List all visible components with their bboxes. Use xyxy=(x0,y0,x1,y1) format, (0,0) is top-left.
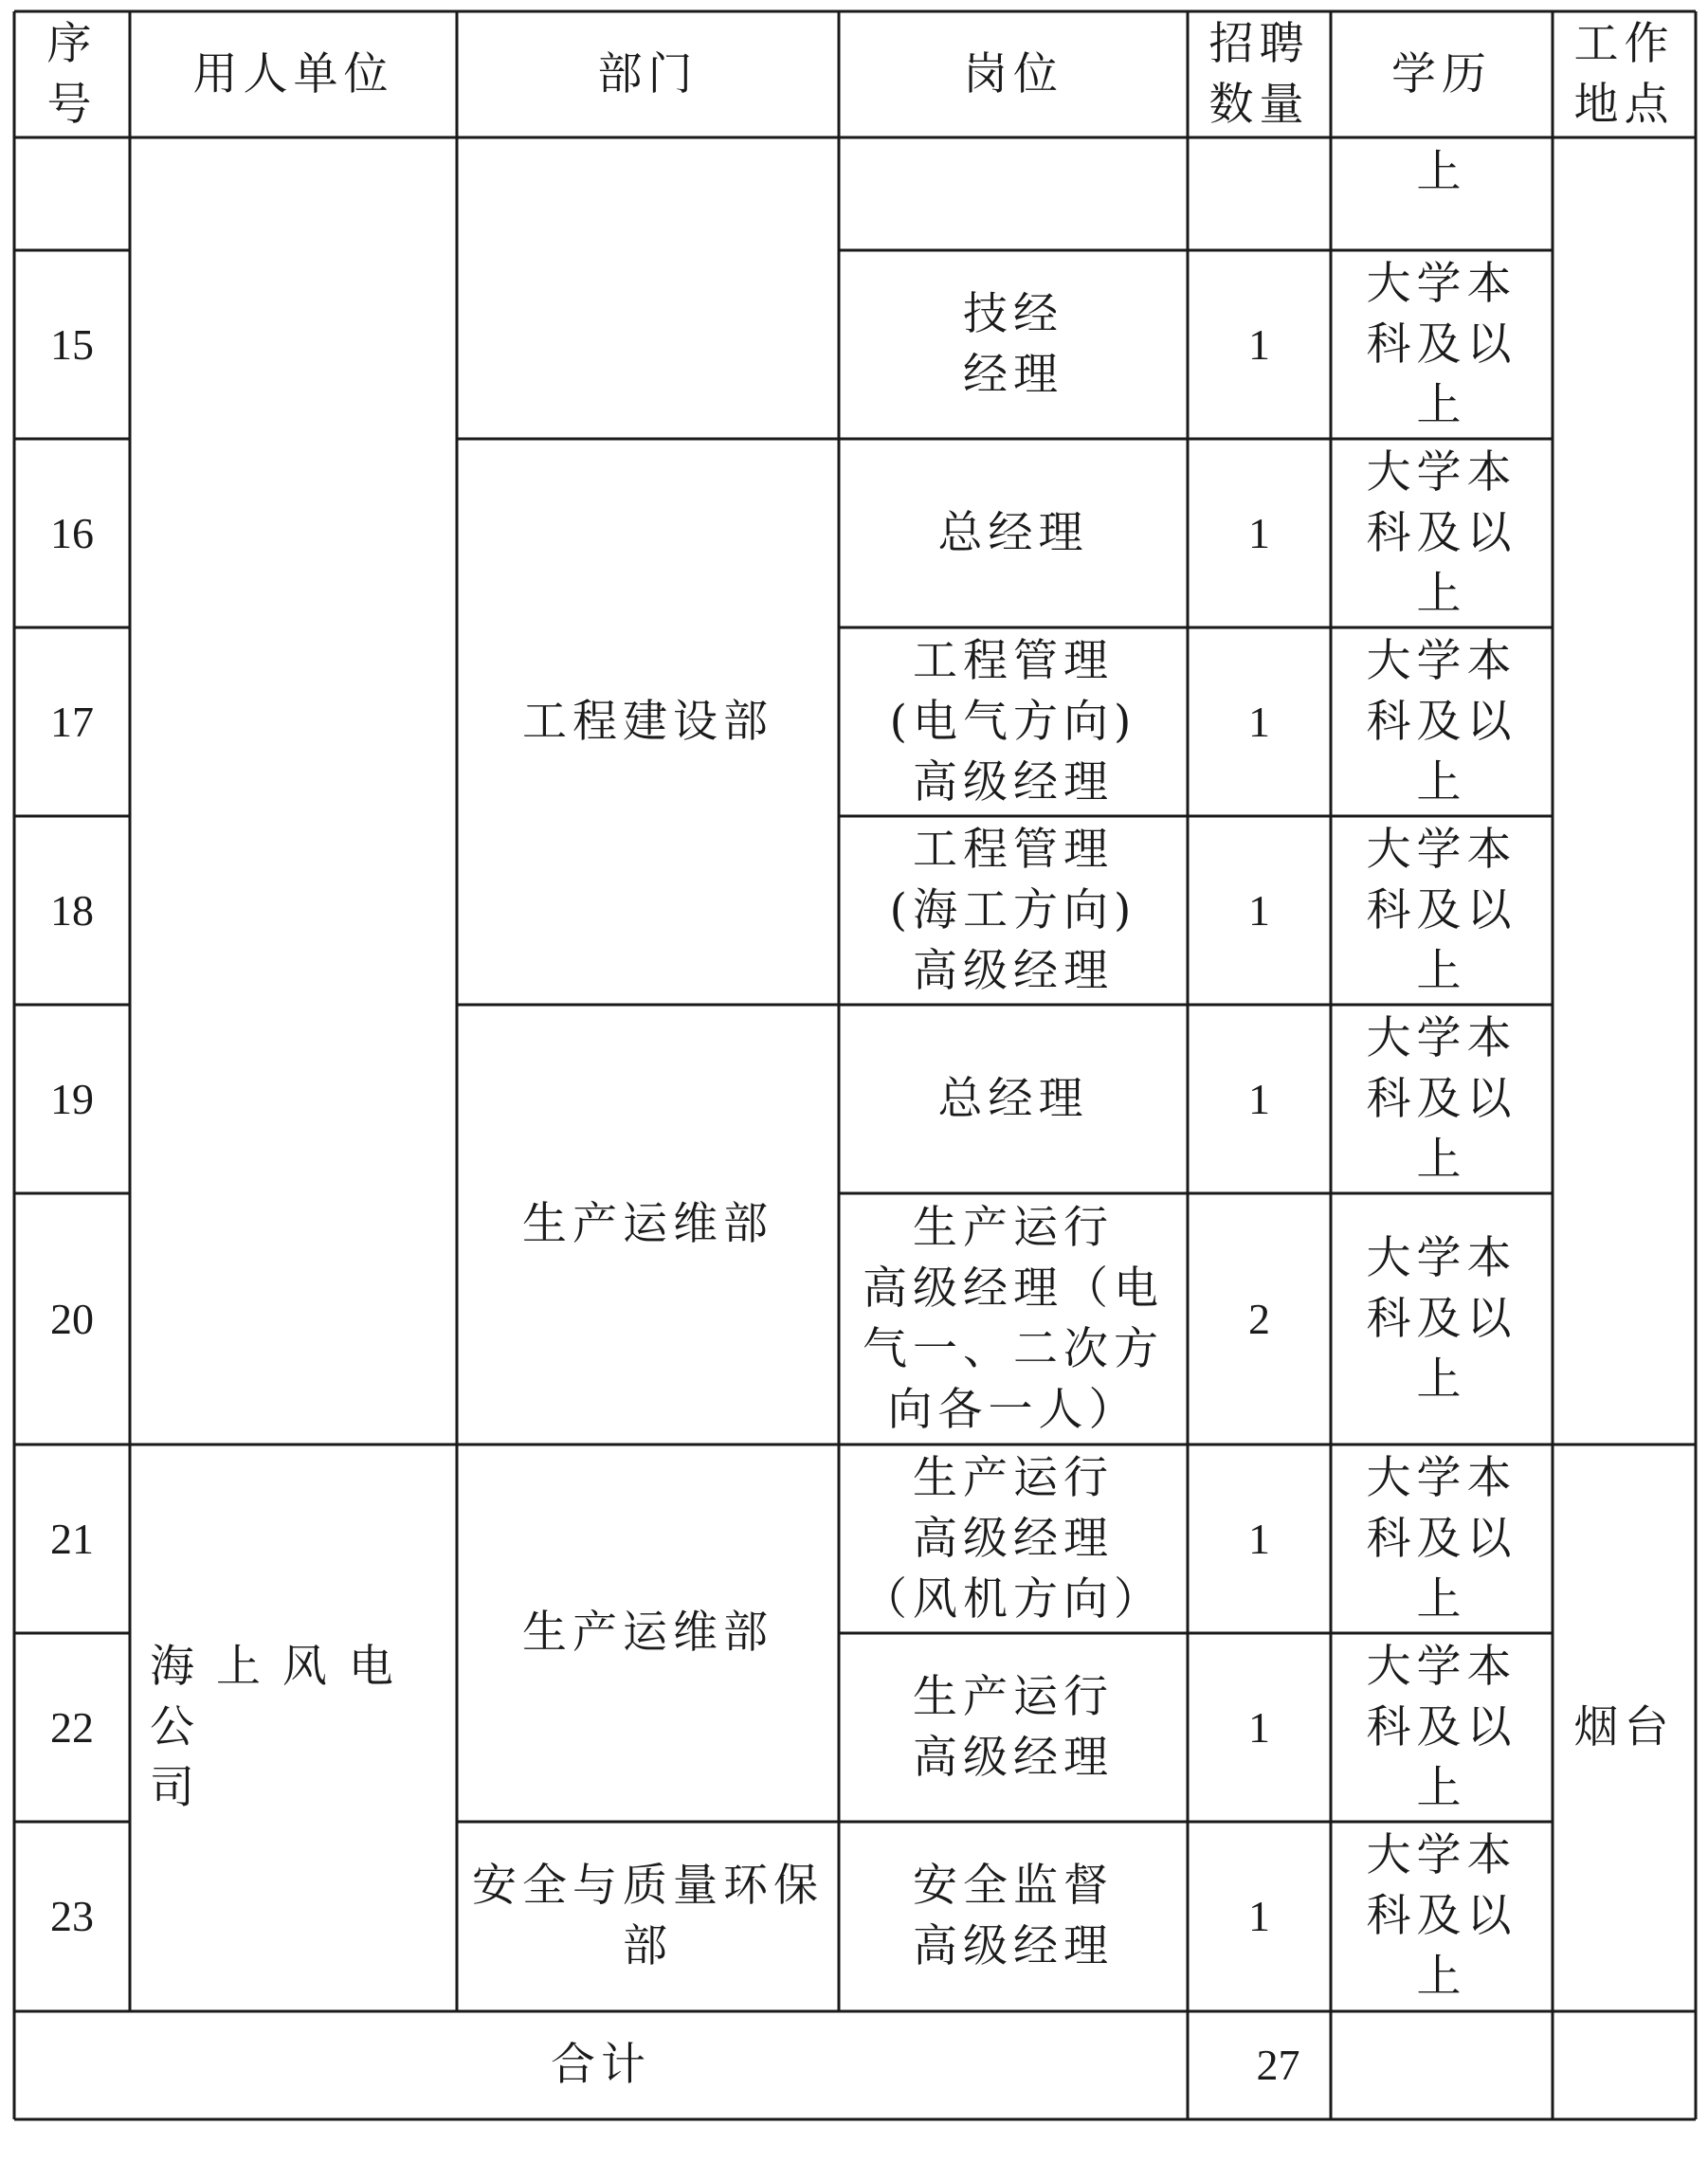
cell-seq: 17 xyxy=(50,697,94,746)
cell-position: 生产运行 高级经理 xyxy=(913,1670,1114,1784)
department-operations-1: 生产运维部 xyxy=(522,1198,773,1250)
cell-count: 1 xyxy=(1248,1074,1270,1123)
cell-education: 大学本 科及以 上 xyxy=(1366,257,1517,431)
cell-count: 1 xyxy=(1248,1892,1270,1940)
header-employer: 用人单位 xyxy=(192,47,394,100)
header-department: 部门 xyxy=(597,47,699,100)
cell-count: 1 xyxy=(1248,1702,1270,1752)
header-seq: 序 号 xyxy=(46,17,98,131)
cell-seq: 19 xyxy=(50,1074,94,1123)
department-operations-2: 生产运维部 xyxy=(522,1607,773,1659)
cell-count: 1 xyxy=(1248,319,1270,369)
cell-seq: 16 xyxy=(50,508,94,557)
department-engineering: 工程建设部 xyxy=(522,695,773,748)
cell-seq: 22 xyxy=(50,1702,94,1752)
cell-education: 大学本 科及以 上 xyxy=(1366,1829,1517,2003)
cell-position: 安全监督 高级经理 xyxy=(913,1860,1114,1972)
cell-education: 大学本 科及以 上 xyxy=(1366,1640,1517,1814)
cell-education: 大学本 科及以 上 xyxy=(1366,1011,1517,1186)
cell-position: 总经理 xyxy=(937,506,1089,559)
cell-seq: 18 xyxy=(50,885,94,935)
cell-seq: 23 xyxy=(50,1892,94,1940)
cell-count: 2 xyxy=(1248,1294,1270,1343)
location-yantai: 烟台 xyxy=(1573,1701,1675,1753)
cell-position: 总经理 xyxy=(937,1072,1089,1125)
cell-count: 1 xyxy=(1248,508,1270,557)
header-position: 岗位 xyxy=(963,47,1063,100)
cell-seq: 20 xyxy=(50,1294,94,1343)
cell-education: 大学本 科及以 上 xyxy=(1366,823,1517,997)
cell-education: 大学本 科及以 上 xyxy=(1366,1231,1517,1406)
cell-count: 1 xyxy=(1248,885,1270,935)
cell-education: 大学本 科及以 上 xyxy=(1366,1451,1517,1626)
cell-position: 工程管理 (电气方向) 高级经理 xyxy=(889,634,1137,808)
cell-count: 1 xyxy=(1248,697,1270,746)
cell-seq: 15 xyxy=(50,319,94,369)
employer-offshore-wind: 海 上 风 电 公 司 xyxy=(150,1641,397,1814)
header-location: 工作 地点 xyxy=(1573,17,1675,131)
cell-seq: 21 xyxy=(50,1514,94,1563)
header-count: 招聘 数量 xyxy=(1208,17,1310,131)
cell-position: 生产运行 高级经理 （风机方向） xyxy=(863,1451,1164,1626)
footer-total-label: 合计 xyxy=(551,2039,651,2091)
header-education: 学历 xyxy=(1391,47,1492,100)
department-safety: 安全与质量环保 部 xyxy=(472,1860,824,1972)
cell-education: 大学本 科及以 上 xyxy=(1366,445,1517,620)
cell-count: 1 xyxy=(1248,1514,1270,1563)
cell-position: 工程管理 (海工方向) 高级经理 xyxy=(889,823,1137,997)
footer-total-value: 27 xyxy=(1256,2041,1300,2089)
continuation-education: 上 xyxy=(1416,146,1467,198)
cell-education: 大学本 科及以 上 xyxy=(1366,634,1517,808)
cell-position: 生产运行 高级经理（电 气一、二次方 向各一人） xyxy=(863,1201,1164,1436)
cell-position: 技经 经理 xyxy=(963,287,1063,401)
